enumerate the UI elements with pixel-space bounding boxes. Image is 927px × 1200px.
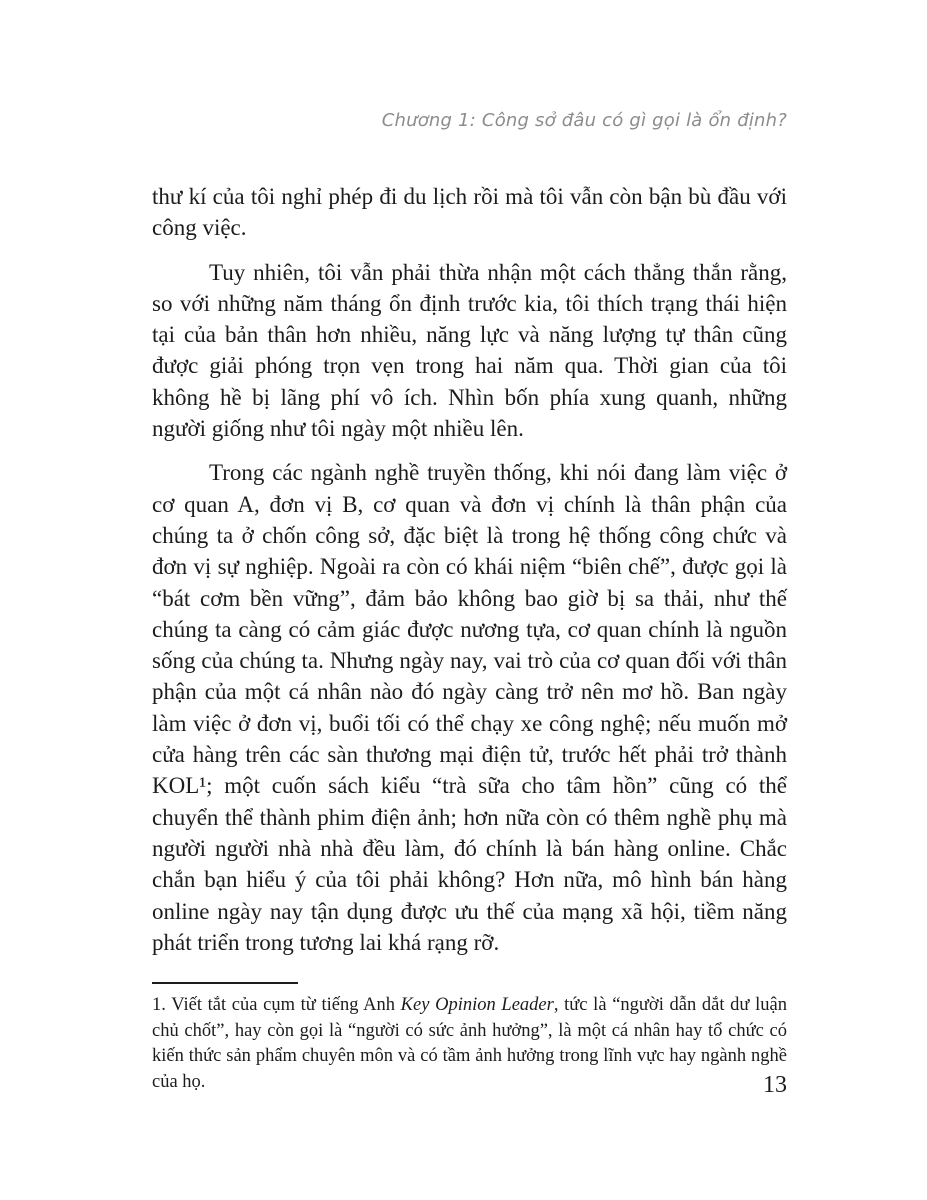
footnote-text-post: , tức là “người dẫn dắt dư luận chủ chốt”, hay còn gọi là “người có sức ảnh hưởng”, là một cá nhân hay tổ chức có kiến thức sản phẩm chuyên môn và có tầm ảnh hưởng trong lĩnh vực hay ngành nghề của họ. xyxy=(152,995,787,1092)
running-head-chapter-title: Chương 1: Công sở đâu có gì gọi là ổn định? xyxy=(381,110,787,131)
body-text-block xyxy=(152,181,787,971)
footnote-text-italic-term: Key Opinion Leader xyxy=(400,995,554,1015)
paragraph: Tuy nhiên, tôi vẫn phải thừa nhận một cách thẳng thắn rằng, so với những năm tháng ổn định trước kia, tôi thích trạng thái hiện tại của bản thân hơn nhiều, năng lực và năng lượng tự thân cũng được giải phóng trọn vẹn trong hai năm qua. Thời gian của tôi không hề bị lãng phí vô ích. Nhìn bốn phía xung quanh, những người giống như tôi ngày một nhiều lên. xyxy=(152,259,787,442)
footnote-text-pre: 1. Viết tắt của cụm từ tiếng Anh xyxy=(152,995,401,1015)
paragraph: thư kí của tôi nghỉ phép đi du lịch rồi mà tôi vẫn còn bận bù đầu với công việc. xyxy=(152,184,787,241)
page-number: 13 xyxy=(763,1072,787,1098)
paragraph: Trong các ngành nghề truyền thống, khi nói đang làm việc ở cơ quan A, đơn vị B, cơ quan và đơn vị chính là thân phận của chúng ta ở chốn công sở, đặc biệt là trong hệ thống công chức và đơn vị sự nghiệp. Ngoài ra còn có khái niệm “biên chế”, được gọi là “bát cơm bền vững”, đảm bảo không bao giờ bị sa thải, như thế chúng ta càng có cảm giác được nương tựa, cơ quan chính là nguồn sống của chúng ta. Nhưng ngày nay, vai trò của cơ quan đối với thân phận của một cá nhân nào đó ngày càng trở nên mơ hồ. Ban ngày làm việc ở đơn vị, buổi tối có thể chạy xe công nghệ; nếu muốn mở cửa hàng trên các sàn thương mại điện tử, trước hết phải trở thành KOL¹; một cuốn sách kiểu “trà sữa cho tâm hồn” cũng có thể chuyển thể thành phim điện ảnh; hơn nữa còn có thêm nghề phụ mà người người nhà nhà đều làm, đó chính là bán hàng online. Chắc chắn bạn hiểu ý của tôi phải không? Hơn nữa, mô hình bán hàng online ngày nay tận dụng được ưu thế của mạng xã hội, tiềm năng phát triển trong tương lai khá rạng rỡ. xyxy=(152,460,787,955)
footnote-separator-rule xyxy=(152,982,298,984)
